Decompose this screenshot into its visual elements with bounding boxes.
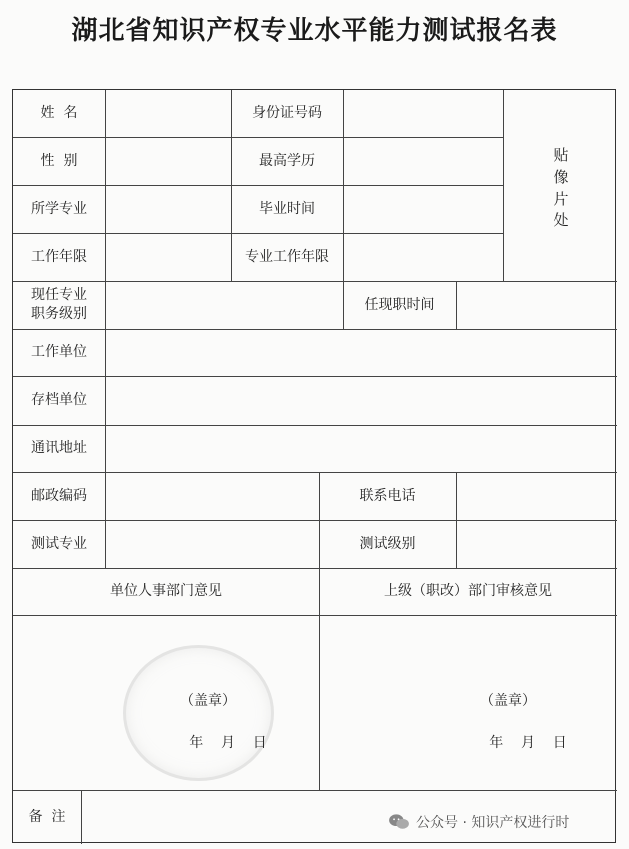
major-label: 所学专业 [31,200,87,217]
wechat-watermark [388,812,569,832]
grid-line [13,790,617,791]
watermark-text: 公众号 · 知识产权进行时 [416,815,570,831]
grid-line [456,281,457,329]
gender-label: 性 别 [40,152,78,169]
title-time-label: 任现职时间 [364,296,435,313]
current-title-label: 现任专业 职务级别 [31,287,87,322]
grid-line [105,329,106,472]
postcode-label: 邮政编码 [31,487,87,504]
work-unit-label: 工作单位 [31,344,87,361]
superior-opinion-label: 上级（职改）部门审核意见 [384,583,552,600]
grid-line [13,615,617,616]
id-number-label: 身份证号码 [252,105,322,122]
test-major-label: 测试专业 [31,535,87,552]
grid-line [105,472,106,568]
pro-work-years-label: 专业工作年限 [245,248,329,265]
seal-label-left: （盖章） [180,692,236,709]
wechat-icon [388,813,410,831]
hr-opinion-label: 单位人事部门意见 [110,583,222,600]
address-label: 通讯地址 [31,440,87,457]
stamp-mark [123,645,274,781]
registration-form [12,89,616,843]
grid-line [81,790,82,844]
graduation-time-label: 毕业时间 [259,200,315,217]
date-label-left: 年 月 日 [189,734,267,751]
form-title: 湖北省知识产权专业水平能力测试报名表 [71,16,558,46]
education-label: 最高学历 [259,152,315,169]
seal-label-right: （盖章） [480,692,536,709]
grid-line [343,90,344,281]
work-years-label: 工作年限 [31,248,87,265]
phone-label: 联系电话 [359,487,416,504]
grid-line [503,90,504,281]
test-level-label: 测试级别 [359,535,416,552]
grid-line [105,90,106,281]
grid-line [456,472,457,568]
grid-line [105,281,106,329]
photo-placeholder: 贴像片处 [553,146,569,230]
name-label: 姓 名 [40,105,78,122]
date-label-right: 年 月 日 [489,734,567,751]
archive-unit-label: 存档单位 [31,392,87,409]
remarks-label: 备 注 [28,808,66,825]
